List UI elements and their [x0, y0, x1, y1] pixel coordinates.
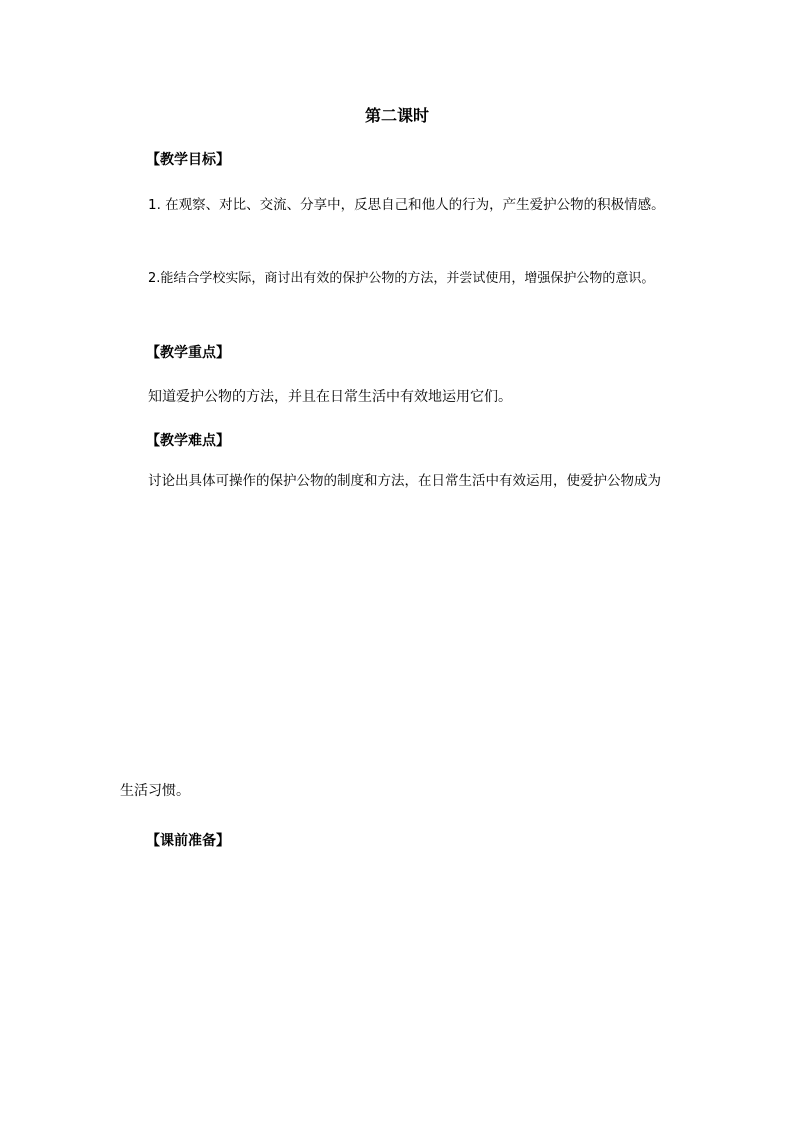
- key-points-text: 知道爱护公物的方法，并且在日常生活中有效地运用它们。: [148, 389, 512, 405]
- difficulties-text-part2: 生活习惯。: [120, 783, 190, 799]
- key-points-heading: 【教学重点】: [146, 345, 230, 361]
- preparation-heading: 【课前准备】: [146, 833, 230, 849]
- objectives-heading: 【教学目标】: [146, 152, 230, 168]
- objective-item-2: 2.能结合学校实际，商讨出有效的保护公物的方法，并尝试使用，增强保护公物的意识。: [148, 271, 655, 286]
- difficulties-heading: 【教学难点】: [146, 433, 230, 449]
- difficulties-text-part1: 讨论出具体可操作的保护公物的制度和方法，在日常生活中有效运用，使爱护公物成为: [148, 473, 661, 489]
- page-title: 第二课时: [364, 106, 429, 125]
- objective-item-1: 1. 在观察、对比、交流、分享中，反思自己和他人的行为，产生爱护公物的积极情感。: [148, 197, 665, 213]
